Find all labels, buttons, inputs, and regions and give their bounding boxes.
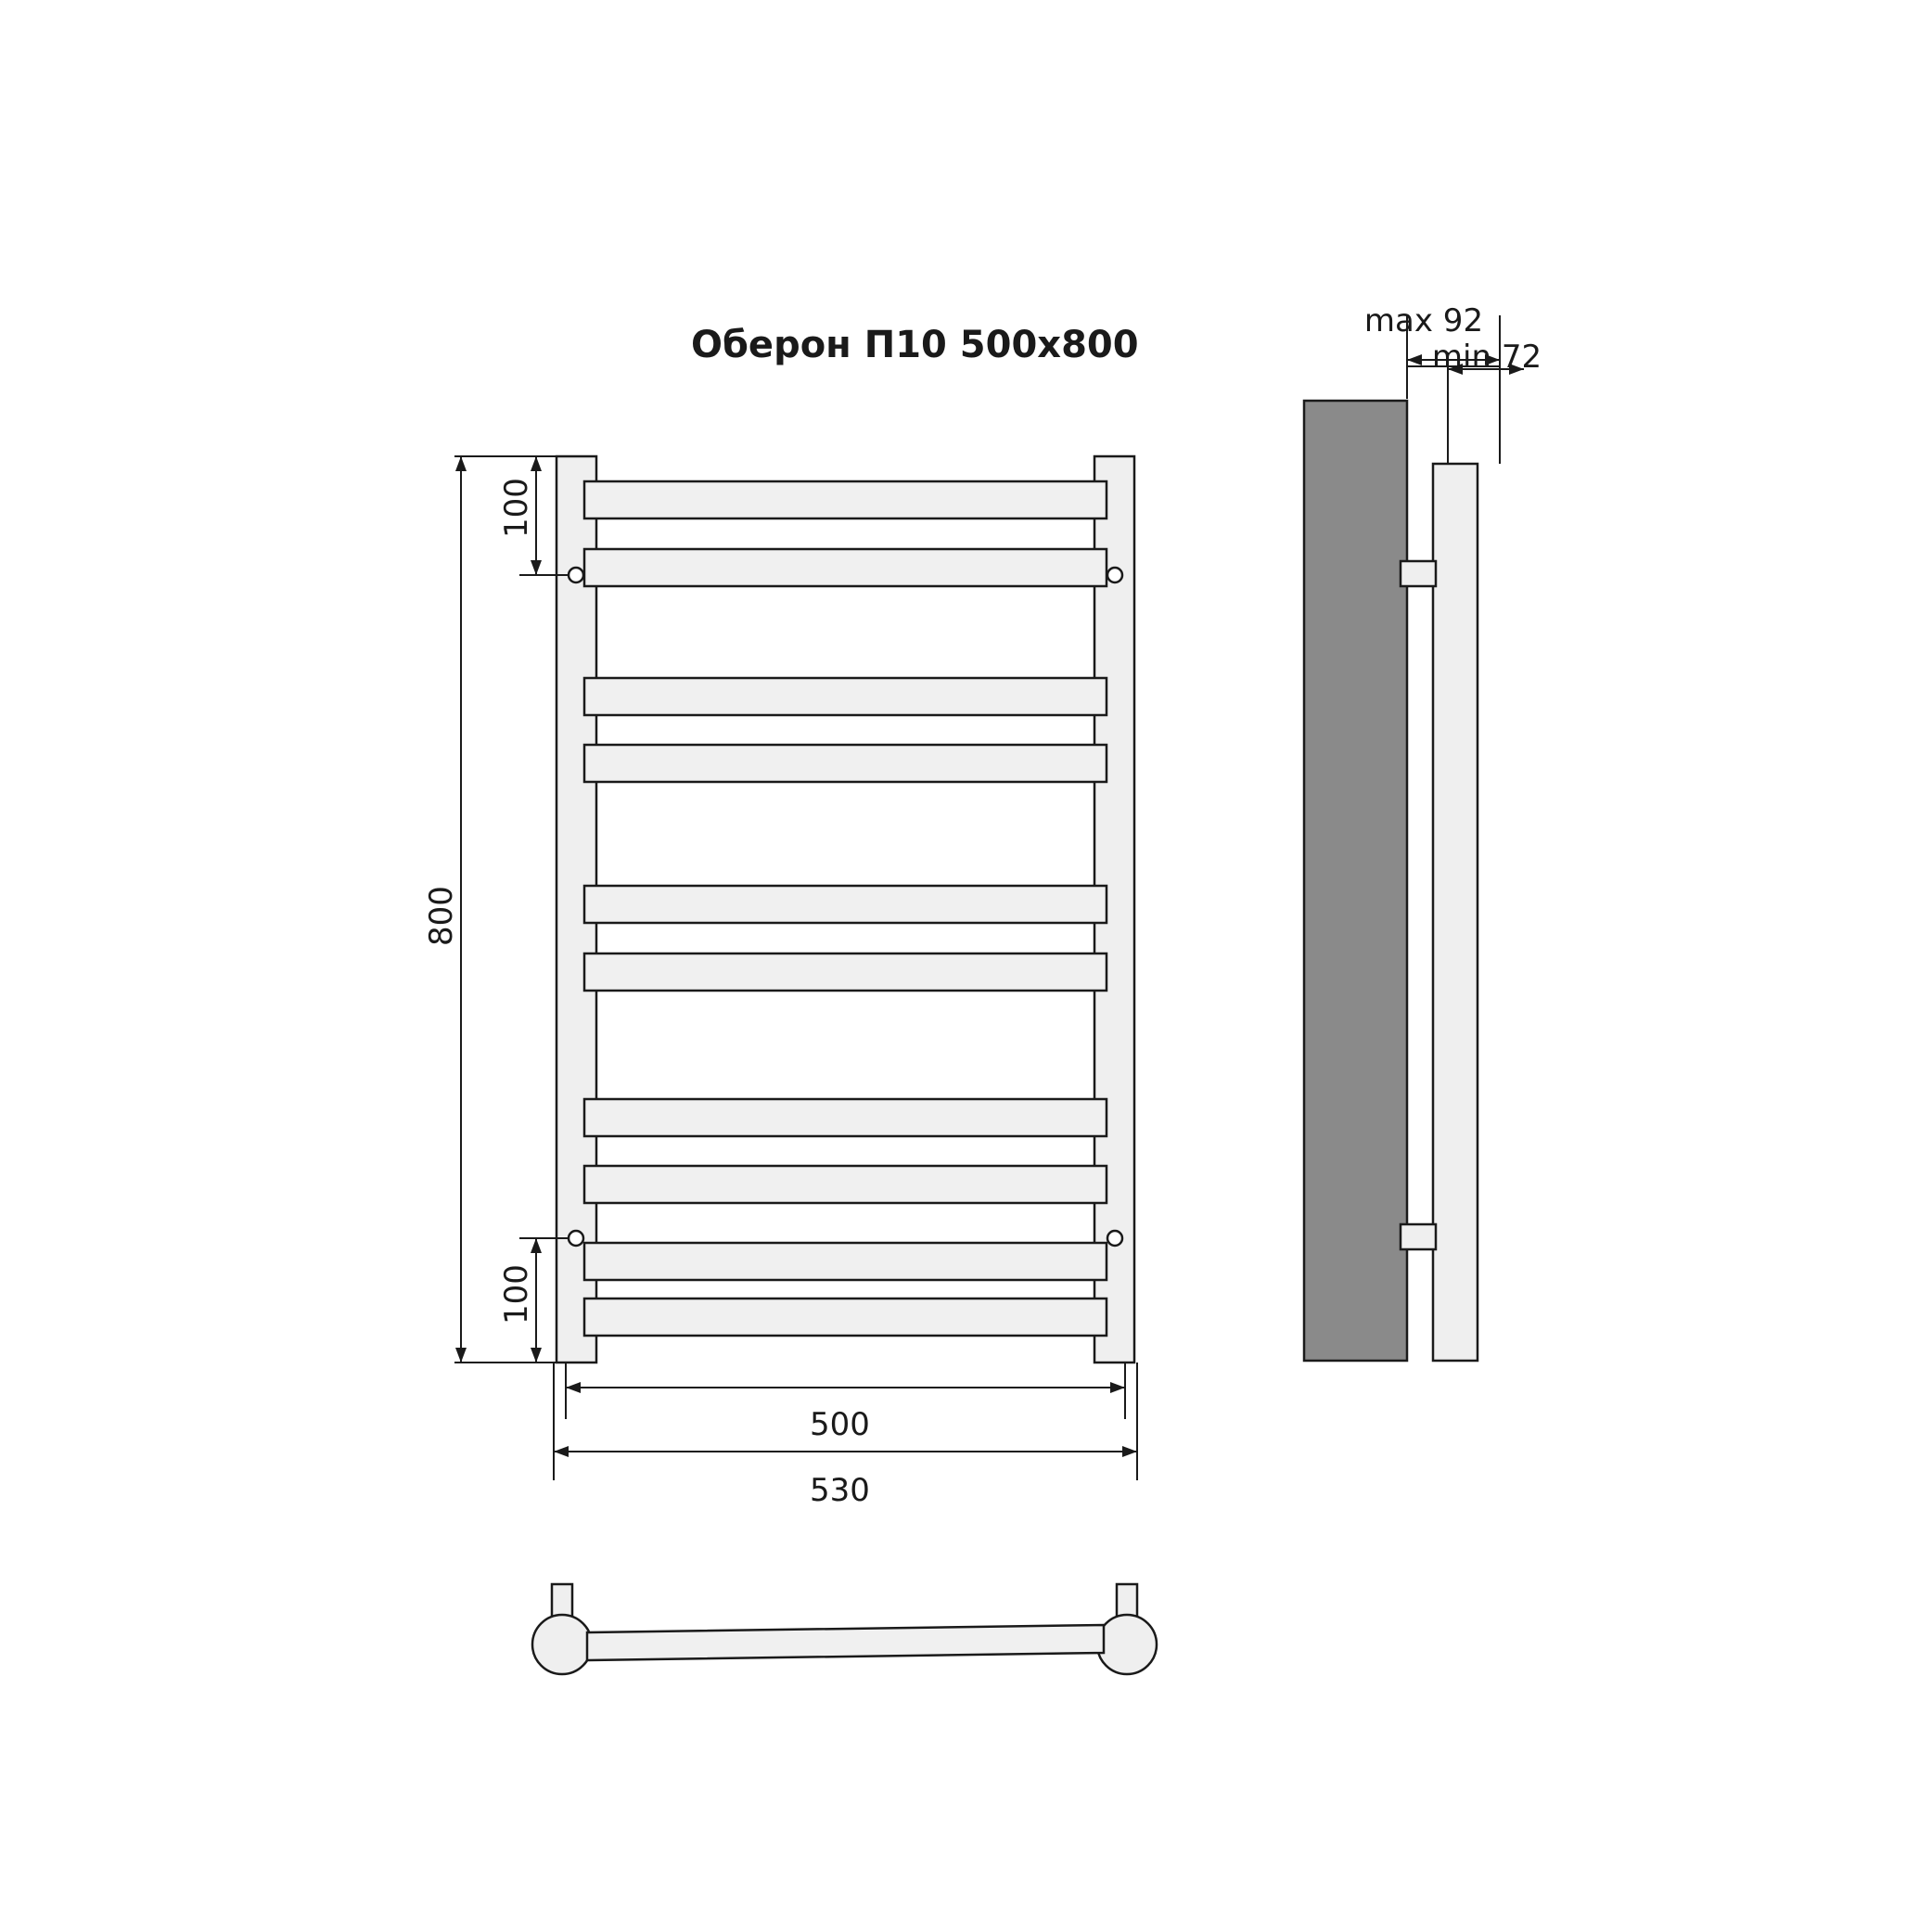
- dim-outer-width-label: 530: [810, 1472, 870, 1509]
- rail-4: [584, 745, 1107, 782]
- dim-max-depth-label: max 92: [1363, 302, 1484, 339]
- dim-bottom-offset: [454, 1238, 568, 1363]
- dim-min-depth-label: min 72: [1431, 339, 1542, 376]
- rail-1: [584, 481, 1107, 518]
- rail-10: [584, 1299, 1107, 1336]
- mount-hole-top-left: [569, 568, 583, 582]
- mount-hole-bottom-right: [1107, 1231, 1122, 1246]
- rail-8: [584, 1166, 1107, 1203]
- dim-inner-width-label: 500: [810, 1406, 870, 1443]
- bracket-top: [1401, 561, 1436, 586]
- top-view-right-boss: [1097, 1615, 1157, 1674]
- top-view-group: [532, 1584, 1157, 1674]
- dim-total-height: [423, 456, 467, 1363]
- top-view-left-boss: [532, 1615, 592, 1674]
- rail-9: [584, 1243, 1107, 1280]
- dim-total-height-label: 800: [423, 886, 460, 946]
- rail-2: [584, 549, 1107, 586]
- mount-hole-top-right: [1107, 568, 1122, 582]
- dim-inner-width: [566, 1363, 1125, 1443]
- dim-top-offset: [454, 456, 568, 575]
- front-view-group: [423, 456, 1137, 1509]
- top-view-bar: [587, 1625, 1104, 1660]
- dim-min-depth: [1432, 339, 1542, 464]
- side-view-group: [1304, 302, 1542, 1361]
- rail-3: [584, 678, 1107, 715]
- bracket-bottom: [1401, 1224, 1436, 1249]
- dim-bottom-offset-label: 100: [498, 1264, 535, 1324]
- side-profile: [1433, 464, 1478, 1361]
- dim-top-offset-label: 100: [498, 478, 535, 538]
- rail-7: [584, 1099, 1107, 1136]
- drawing-title: Оберон П10 500x800: [691, 324, 1139, 366]
- mount-hole-bottom-left: [569, 1231, 583, 1246]
- wall-block: [1304, 401, 1407, 1361]
- rail-5: [584, 886, 1107, 923]
- rail-6: [584, 953, 1107, 991]
